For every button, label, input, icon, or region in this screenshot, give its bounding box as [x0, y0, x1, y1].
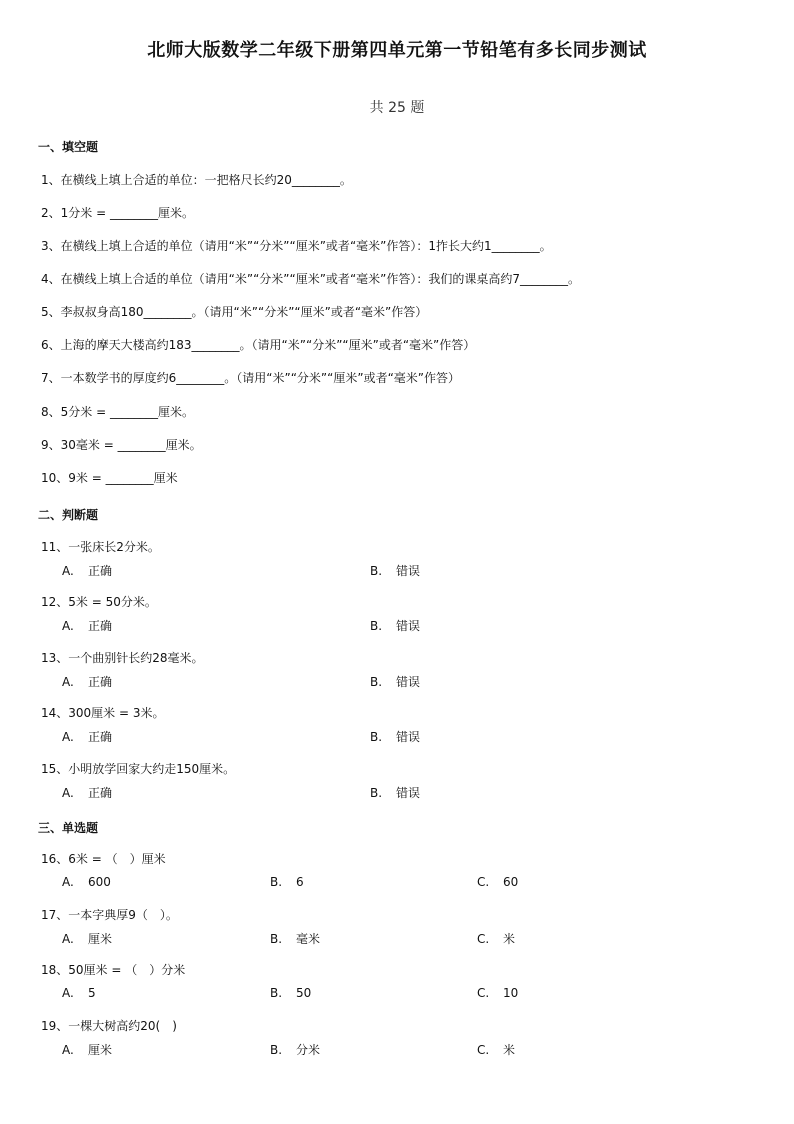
question-13: 13、一个曲别针长约28毫米。 — [41, 651, 204, 665]
option-b[interactable]: B. 错误 — [370, 675, 421, 689]
page-title: 北师大版数学二年级下册第四单元第一节铅笔有多长同步测试 — [147, 40, 647, 61]
section-judge-heading: 二、判断题 — [38, 508, 99, 522]
option-a[interactable]: A. 正确 — [62, 730, 113, 744]
question-5: 5、李叔叔身高180________。（请用“米”“分米”“厘米”或者“毫米”作答） — [41, 305, 428, 319]
option-c[interactable]: C. 米 — [477, 932, 516, 946]
option-b[interactable]: B. 错误 — [370, 786, 421, 800]
question-6: 6、上海的摩天大楼高约183________。（请用“米”“分米”“厘米”或者“毫米”作答） — [41, 338, 476, 352]
question-19: 19、一棵大树高约20( ) — [41, 1019, 177, 1033]
question-12: 12、5米 = 50分米。 — [41, 595, 157, 609]
question-count: 共 25 题 — [369, 100, 425, 116]
option-b[interactable]: B. 错误 — [370, 564, 421, 578]
option-a[interactable]: A. 厘米 — [62, 1043, 113, 1057]
question-2: 2、1分米 = ________厘米。 — [41, 206, 194, 220]
question-4: 4、在横线上填上合适的单位（请用“米”“分米”“厘米”或者“毫米”作答）：我们的课桌高约7________。 — [41, 272, 581, 286]
question-15: 15、小明放学回家大约走150厘米。 — [41, 762, 236, 776]
option-b[interactable]: B. 6 — [270, 875, 304, 889]
question-10: 10、9米 = ________厘米 — [41, 471, 178, 485]
question-9: 9、30毫米 = ________厘米。 — [41, 438, 202, 452]
option-a[interactable]: A. 正确 — [62, 675, 113, 689]
option-b[interactable]: B. 分米 — [270, 1043, 321, 1057]
question-8: 8、5分米 = ________厘米。 — [41, 405, 194, 419]
option-b[interactable]: B. 毫米 — [270, 932, 321, 946]
section-choice-heading: 三、单选题 — [38, 821, 99, 835]
option-a[interactable]: A. 正确 — [62, 786, 113, 800]
option-a[interactable]: A. 正确 — [62, 619, 113, 633]
option-b[interactable]: B. 错误 — [370, 619, 421, 633]
option-a[interactable]: A. 厘米 — [62, 932, 113, 946]
section-fill-heading: 一、填空题 — [38, 140, 99, 154]
option-b[interactable]: B. 50 — [270, 986, 312, 1000]
question-16: 16、6米 = （ ）厘米 — [41, 852, 166, 866]
question-3: 3、在横线上填上合适的单位（请用“米”“分米”“厘米”或者“毫米”作答）：1拃长大约1________。 — [41, 239, 552, 253]
option-c[interactable]: C. 10 — [477, 986, 519, 1000]
question-18: 18、50厘米 = （ ）分米 — [41, 963, 186, 977]
option-a[interactable]: A. 600 — [62, 875, 111, 889]
option-b[interactable]: B. 错误 — [370, 730, 421, 744]
question-7: 7、一本数学书的厚度约6________。（请用“米”“分米”“厘米”或者“毫米”作答） — [41, 371, 461, 385]
question-17: 17、一本字典厚9（ ）。 — [41, 908, 178, 922]
option-a[interactable]: A. 5 — [62, 986, 96, 1000]
option-c[interactable]: C. 米 — [477, 1043, 516, 1057]
question-1: 1、在横线上填上合适的单位：一把格尺长约20________。 — [41, 173, 352, 187]
question-11: 11、一张床长2分米。 — [41, 540, 160, 554]
option-a[interactable]: A. 正确 — [62, 564, 113, 578]
option-c[interactable]: C. 60 — [477, 875, 519, 889]
question-14: 14、300厘米 = 3米。 — [41, 706, 165, 720]
